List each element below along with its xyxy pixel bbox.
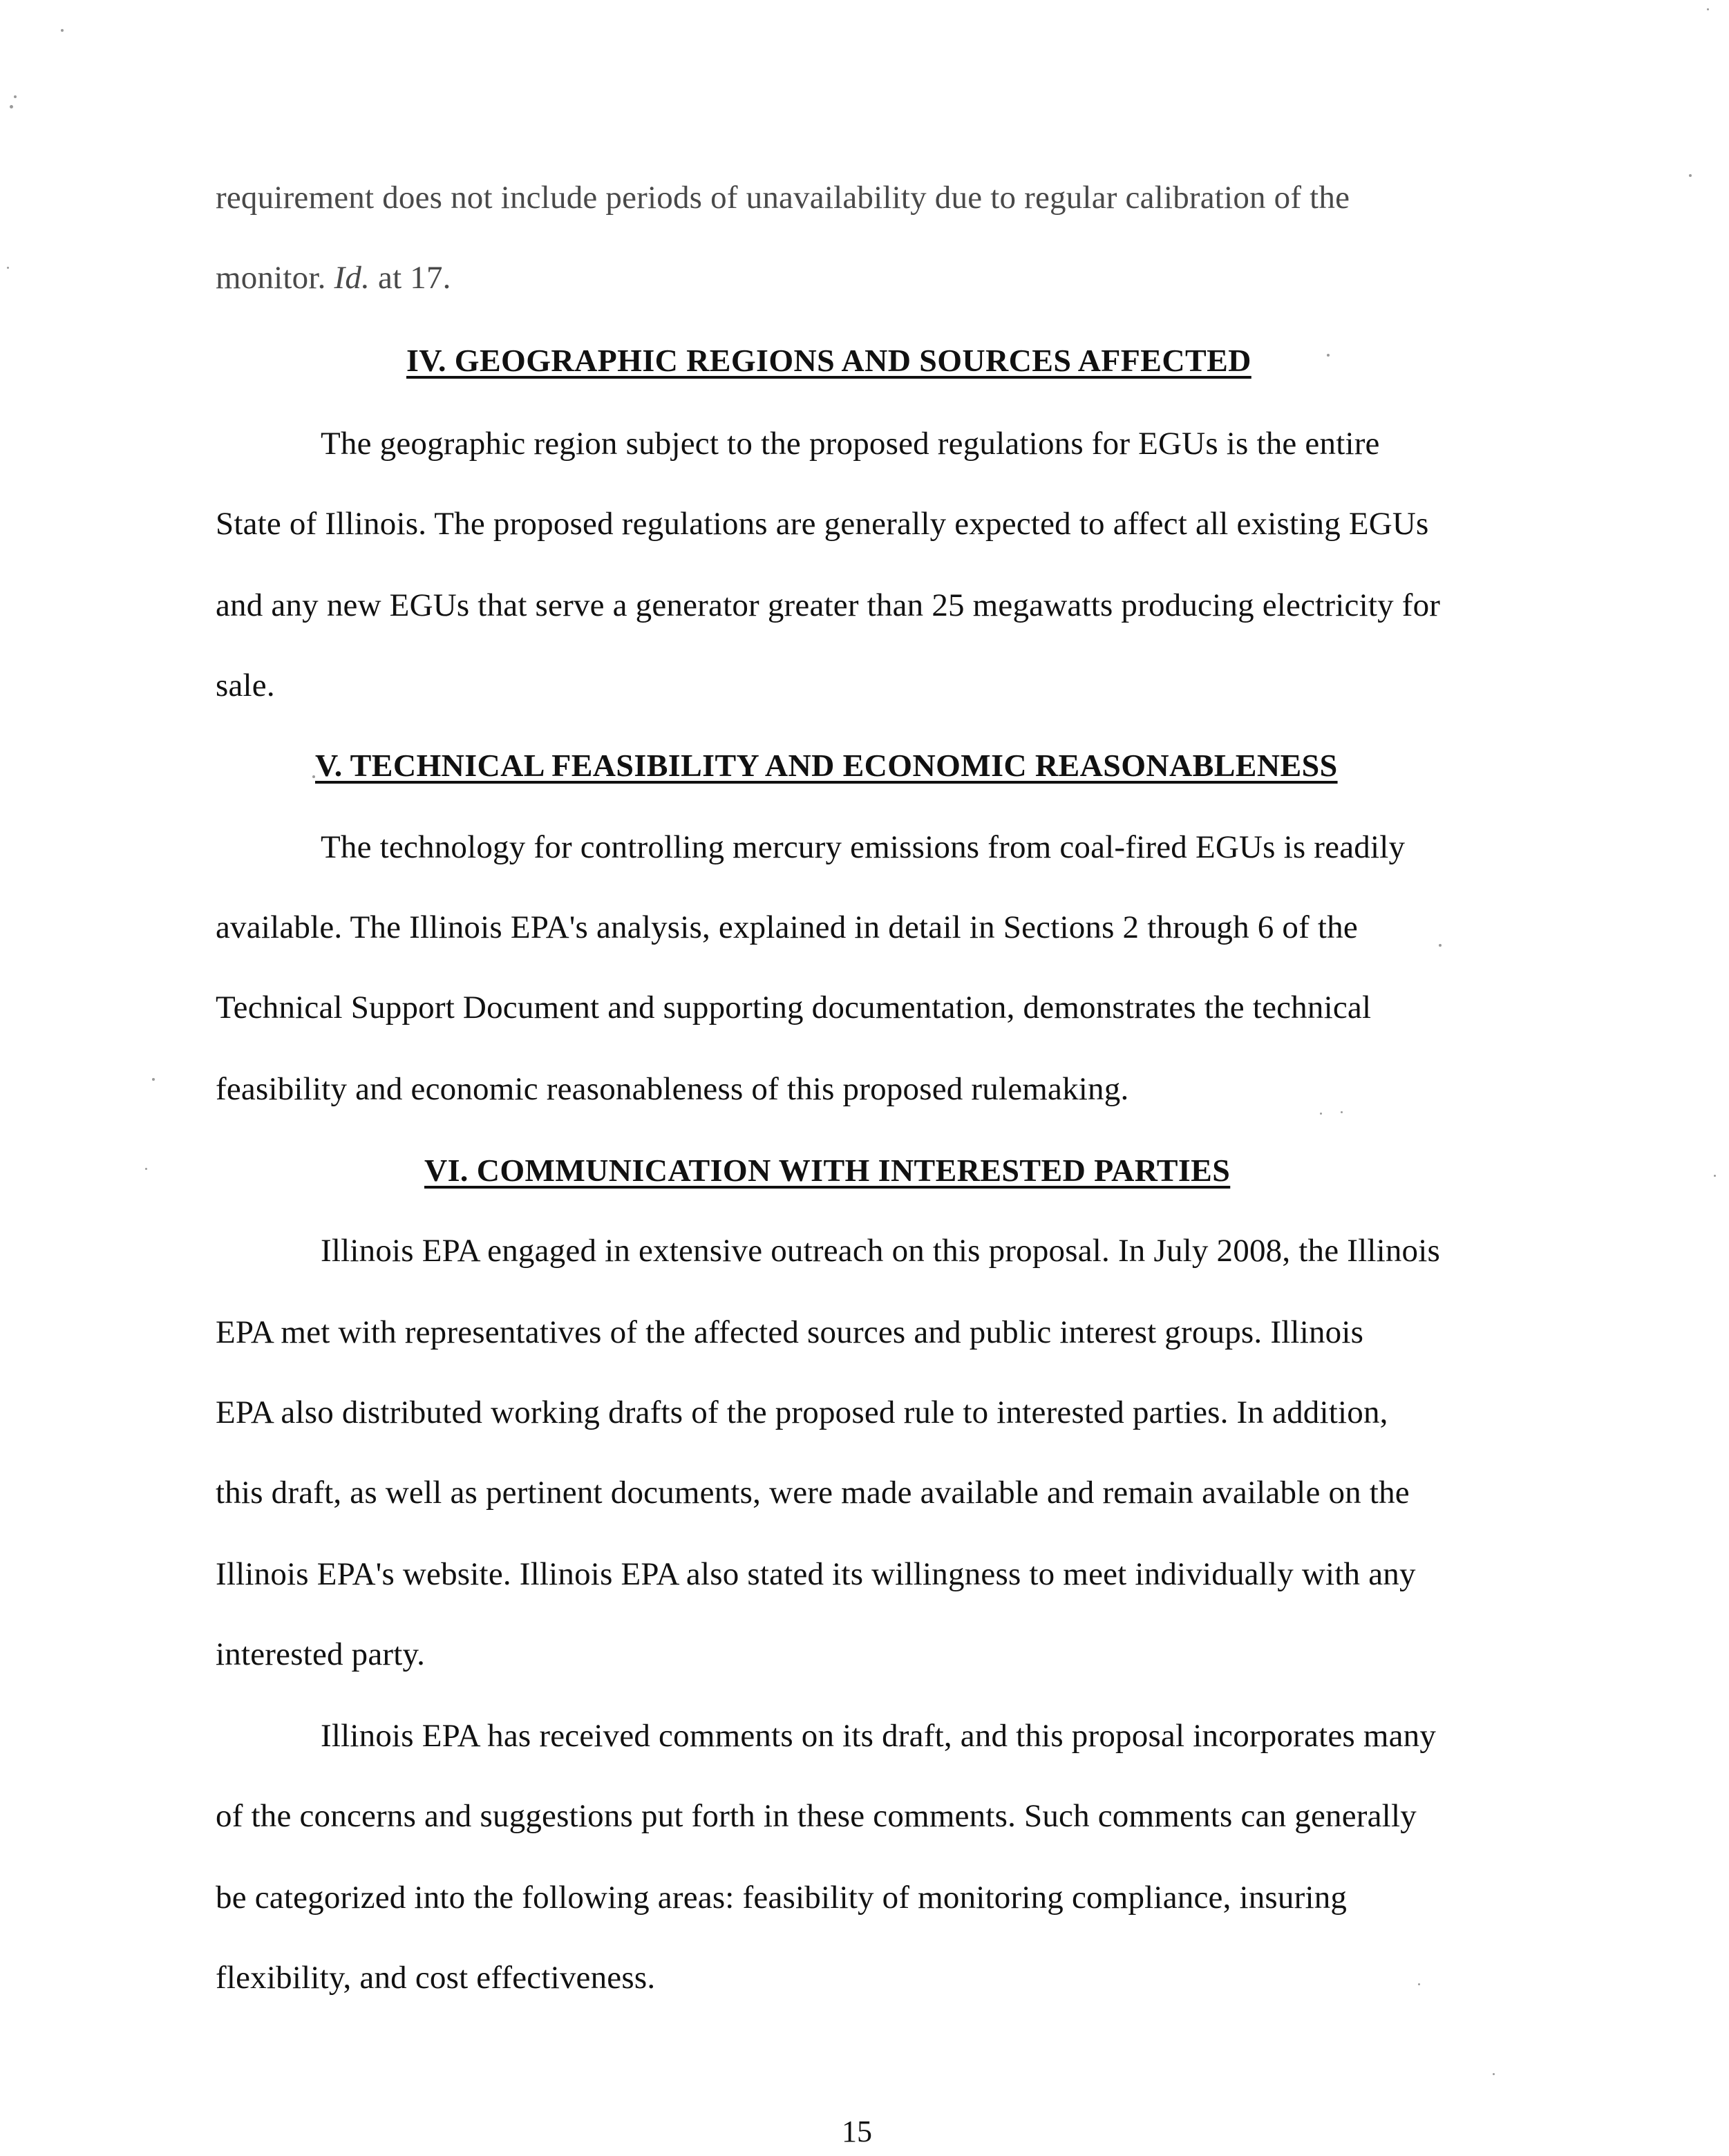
section-vi-p1-line-2: EPA met with representatives of the affected sources and public interest groups. Illinois	[216, 1314, 1364, 1350]
scan-speck	[14, 95, 17, 98]
section-vi-p1-line-6: interested party.	[216, 1636, 426, 1672]
scan-speck	[1714, 1175, 1716, 1177]
scan-speck	[10, 105, 13, 108]
section-vi-p1-line-3: EPA also distributed working drafts of the proposed rule to interested parties. In addition,	[216, 1394, 1388, 1430]
carryover-text: monitor.	[216, 260, 326, 296]
scan-speck	[1689, 174, 1692, 177]
section-vi-p1-line-4: this draft, as well as pertinent documents, were made available and remain available on the	[216, 1475, 1410, 1511]
carryover-text-suffix: at 17.	[378, 260, 451, 296]
scan-speck	[1418, 1983, 1420, 1985]
scan-speck	[7, 267, 9, 269]
carryover-line-2	[216, 257, 451, 299]
page-number: 15	[842, 2115, 872, 2148]
section-vi-p1-line-1: Illinois EPA engaged in extensive outreach on this proposal. In July 2008, the Illinois	[321, 1233, 1440, 1269]
scan-speck	[312, 775, 315, 778]
section-v-line-3: Technical Support Document and supporting documentation, demonstrates the technical	[216, 990, 1372, 1025]
section-v-line-1: The technology for controlling mercury emissions from coal-fired EGUs is readily	[321, 829, 1406, 865]
section-heading-iv: IV. GEOGRAPHIC REGIONS AND SOURCES AFFECTED	[406, 343, 1251, 378]
scan-speck	[145, 1168, 147, 1170]
section-iv-line-4: sale.	[216, 668, 275, 703]
section-v-line-4: feasibility and economic reasonableness of this proposed rulemaking.	[216, 1071, 1129, 1107]
carryover-line-1: requirement does not include periods of unavailability due to regular calibration of the	[216, 180, 1350, 216]
section-vi-p2-line-4: flexibility, and cost effectiveness.	[216, 1960, 656, 1996]
section-iv-line-3: and any new EGUs that serve a generator greater than 25 megawatts producing electricity for	[216, 587, 1441, 623]
scan-speck	[1341, 1111, 1343, 1113]
section-vi-p2-line-1: Illinois EPA has received comments on its draft, and this proposal incorporates many	[321, 1718, 1437, 1754]
scan-speck	[1320, 1113, 1322, 1115]
scan-speck	[1439, 944, 1442, 947]
section-iv-line-1: The geographic region subject to the proposed regulations for EGUs is the entire	[321, 426, 1380, 462]
scan-speck	[61, 29, 64, 32]
carryover-citation: Id.	[334, 260, 370, 296]
section-heading-vi: VI. COMMUNICATION WITH INTERESTED PARTIES	[424, 1153, 1231, 1188]
scan-speck	[1327, 354, 1330, 357]
section-vi-p2-line-3: be categorized into the following areas: feasibility of monitoring compliance, insuring	[216, 1880, 1348, 1916]
section-v-line-2: available. The Illinois EPA's analysis, explained in detail in Sections 2 through 6 of the	[216, 909, 1358, 945]
section-heading-v: V. TECHNICAL FEASIBILITY AND ECONOMIC REASONABLENESS	[315, 748, 1338, 783]
scan-speck	[152, 1078, 155, 1081]
section-iv-line-2: State of Illinois. The proposed regulations are generally expected to affect all existing EGUs	[216, 506, 1429, 542]
scan-speck	[1707, 8, 1709, 10]
section-vi-p2-line-2: of the concerns and suggestions put forth in these comments. Such comments can generally	[216, 1798, 1417, 1834]
scan-speck	[1493, 2073, 1495, 2075]
section-vi-p1-line-5: Illinois EPA's website. Illinois EPA also stated its willingness to meet individually with any	[216, 1556, 1416, 1592]
